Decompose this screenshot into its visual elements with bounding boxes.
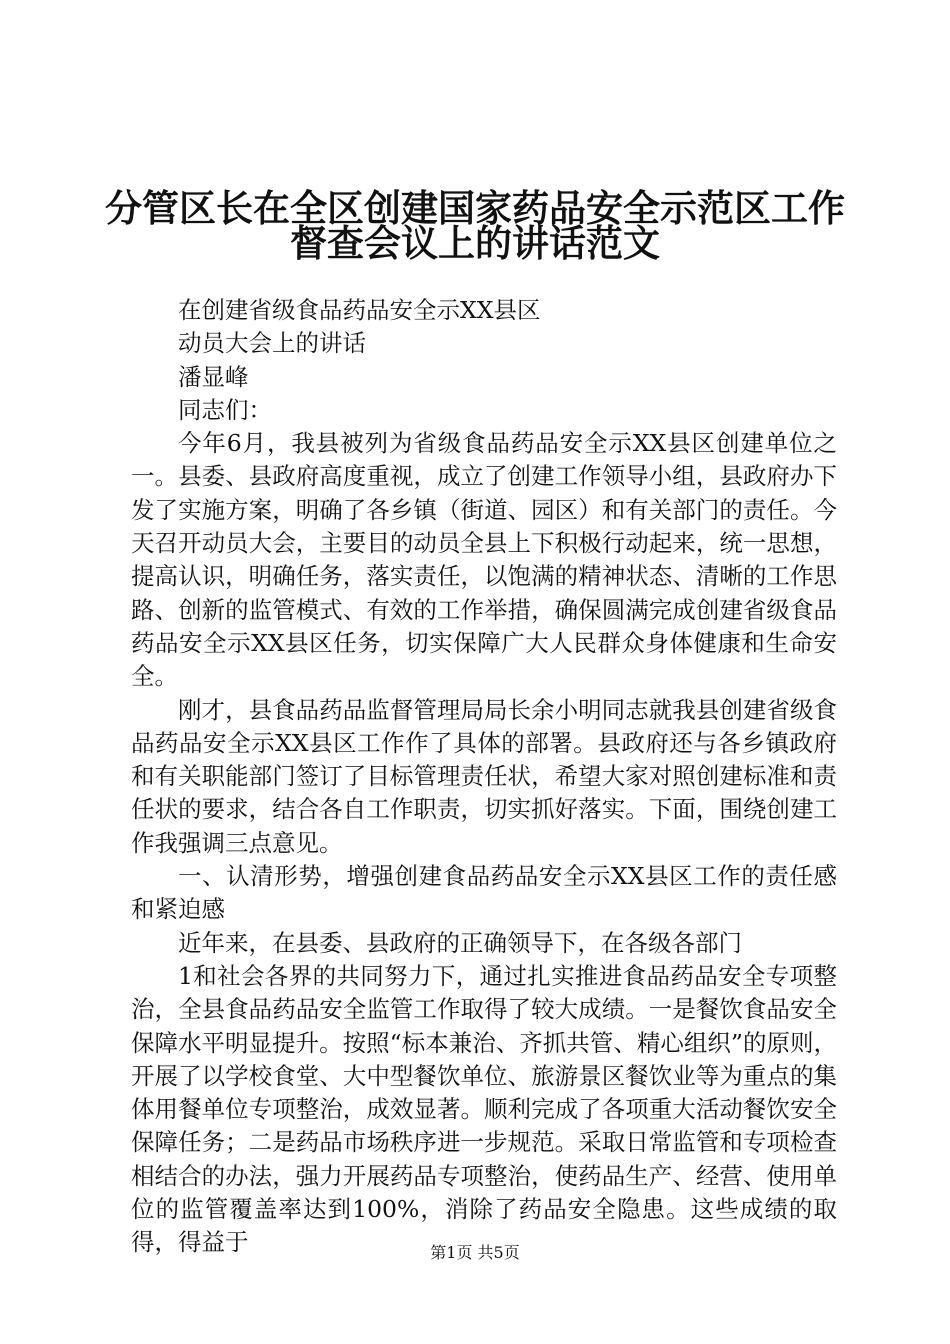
paragraph-subtitle-1: 在创建省级食品药品安全示XX县区	[178, 296, 541, 324]
page-footer: 第1页 共5页	[430, 1243, 520, 1262]
paragraph-author: 潘显峰	[178, 362, 249, 391]
document-title-line-2: 督查会议上的讲话范文	[290, 221, 660, 265]
paragraph-salutation: 同志们：	[178, 395, 272, 424]
paragraph-subtitle-2: 动员大会上的讲话	[178, 329, 366, 358]
paragraph-deployment: 刚才，县食品药品监督管理局局长余小明同志就我县创建省级食品药品安全示XX县区工作作了具体的部署。县政府还与各乡镇政府和有关职能部门签订了目标管理责任状，希望大家对照创建标准和责任状的要求，结合各自工作职责，切实抓好落实。下面，围绕创建工作我强调三点意见。	[131, 695, 837, 857]
paragraph-section-heading: 一、认清形势，增强创建食品药品安全示XX县区工作的责任感和紧迫感	[131, 862, 837, 924]
paragraph-recent-years: 近年来，在县委、县政府的正确领导下，在各级各部门	[178, 928, 742, 957]
paragraph-achievements: 1和社会各界的共同努力下，通过扎实推进食品药品安全专项整治，全县食品药品安全监管工作取得了较大成绩。一是餐饮食品安全保障水平明显提升。按照“标本兼治、齐抓共管、精心组织”的原则，开展了以学校食堂、大中型餐饮单位、旅游景区餐饮业等为重点的集体用餐单位专项整治，成效显著。顺利完成了各项重大活动餐饮安全保障任务；二是药品市场秩序进一步规范。采取日常监管和专项检查相结合的办法，强力开展药品专项整治，使药品生产、经营、使用单位的监管覆盖率达到100%，消除了药品安全隐患。这些成绩的取得，得益于	[131, 961, 837, 1257]
document-title-line-1: 分管区长在全区创建国家药品安全示范区工作	[105, 186, 845, 230]
paragraph-intro: 今年6月，我县被列为省级食品药品安全示XX县区创建单位之一。县委、县政府高度重视，成立了创建工作领导小组，县政府办下发了实施方案，明确了各乡镇（街道、园区）和有关部门的责任。今天召开动员大会，主要目的动员全县上下积极行动起来，统一思想，提高认识，明确任务，落实责任，以饱满的精神状态、清晰的工作思路、创新的监管模式、有效的工作举措，确保圆满完成创建省级食品药品安全示XX县区任务，切实保障广大人民群众身体健康和生命安全。	[131, 429, 837, 691]
document-body	[131, 294, 837, 1260]
